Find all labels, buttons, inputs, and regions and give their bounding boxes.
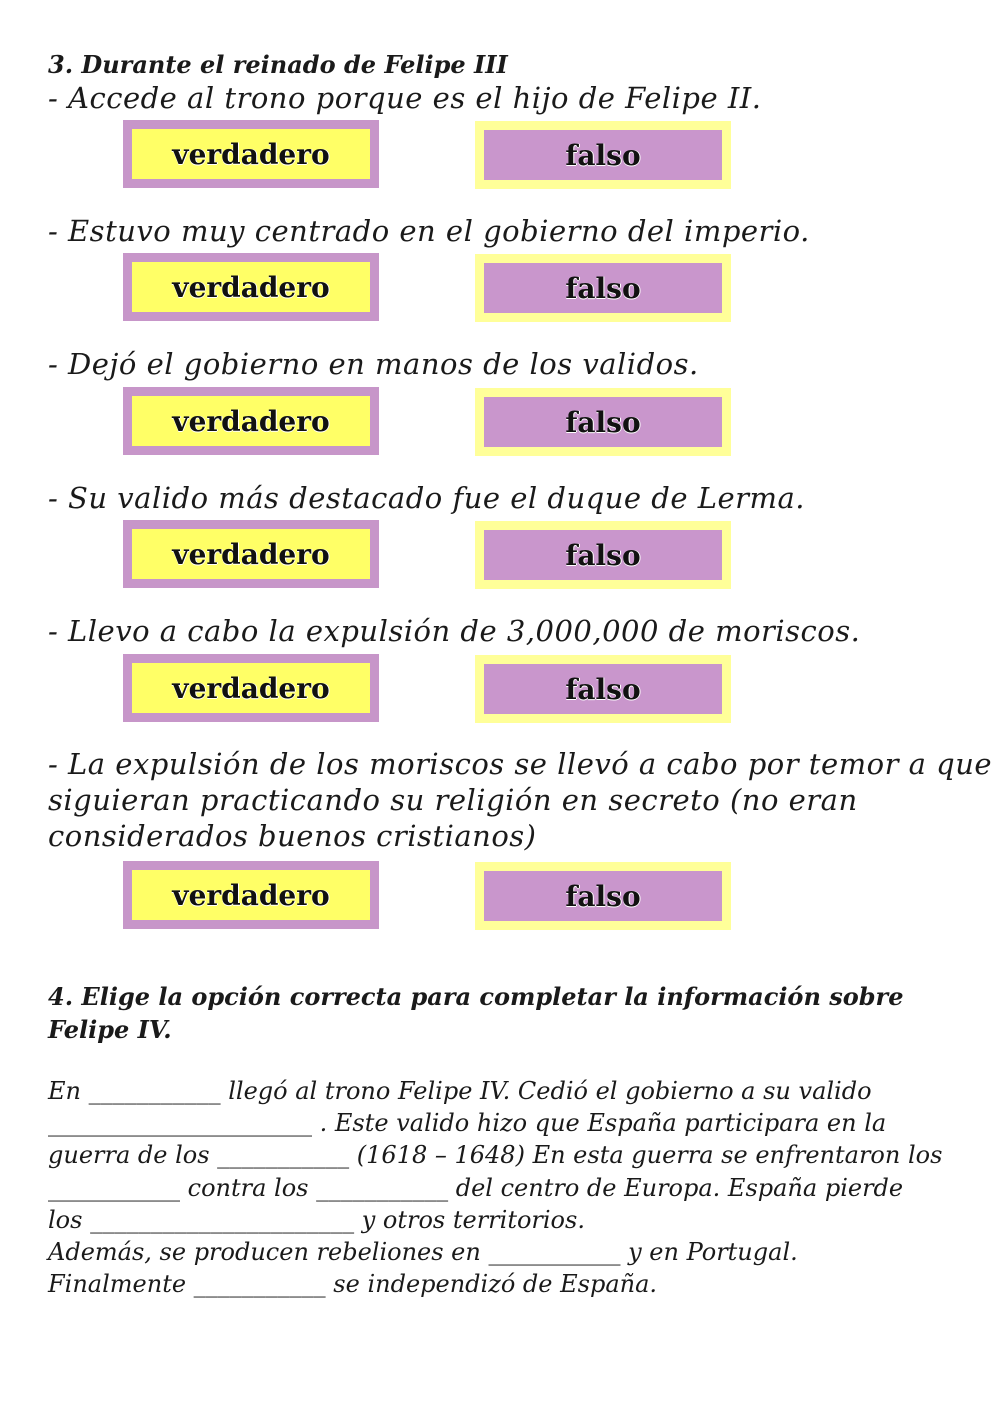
section-4-heading-line-1: 4. Elige la opción correcta para completar la información sobre: [48, 982, 904, 1011]
true-button-5[interactable]: verdadero: [123, 654, 379, 722]
statement-6-line-3: considerados buenos cristianos): [48, 819, 537, 853]
paragraph-line-4: ___________ contra los ___________ del centro de Europa. España pierde: [48, 1173, 904, 1202]
statement-4: - Su valido más destacado fue el duque de Lerma.: [48, 481, 806, 515]
statement-6-line-2: siguieran practicando su religión en secreto (no eran: [48, 783, 858, 817]
false-button-3[interactable]: falso: [475, 388, 731, 456]
true-button-1[interactable]: verdadero: [123, 120, 379, 188]
paragraph-line-1: En ___________ llegó al trono Felipe IV. Cedió el gobierno a su valido: [48, 1077, 872, 1105]
false-button-5[interactable]: falso: [475, 655, 731, 723]
true-button-2[interactable]: verdadero: [123, 253, 379, 321]
false-button-4[interactable]: falso: [475, 521, 731, 589]
section-3-heading: 3. Durante el reinado de Felipe III: [48, 50, 508, 79]
statement-3: - Dejó el gobierno en manos de los validos.: [48, 347, 699, 381]
paragraph-line-7: Finalmente ___________ se independizó de España.: [48, 1270, 658, 1299]
true-button-4[interactable]: verdadero: [123, 520, 379, 588]
true-button-3[interactable]: verdadero: [123, 387, 379, 455]
statement-6-line-1: - La expulsión de los moriscos se llevó a cabo por temor a que: [48, 747, 993, 781]
true-button-6[interactable]: verdadero: [123, 861, 379, 929]
false-button-6[interactable]: falso: [475, 862, 731, 930]
statement-1: - Accede al trono porque es el hijo de Felipe II.: [48, 81, 762, 115]
statement-5: - Llevo a cabo la expulsión de 3,000,000 de moriscos.: [48, 614, 861, 648]
paragraph-line-5: los ______________________ y otros territorios.: [48, 1205, 585, 1234]
statement-2: - Estuvo muy centrado en el gobierno del imperio.: [48, 214, 810, 248]
fill-in-paragraph: [48, 1075, 942, 1300]
paragraph-line-6: Además, se producen rebeliones en ___________ y en Portugal.: [48, 1238, 798, 1267]
paragraph-line-2: ______________________ . Este valido hizo que España participara en la: [48, 1109, 887, 1138]
false-button-1[interactable]: falso: [475, 121, 731, 189]
false-button-2[interactable]: falso: [475, 254, 731, 322]
section-4-heading-line-2: Felipe IV.: [48, 1015, 172, 1044]
paragraph-line-3: guerra de los ___________ (1618 – 1648) En esta guerra se enfrentaron los: [48, 1141, 943, 1170]
